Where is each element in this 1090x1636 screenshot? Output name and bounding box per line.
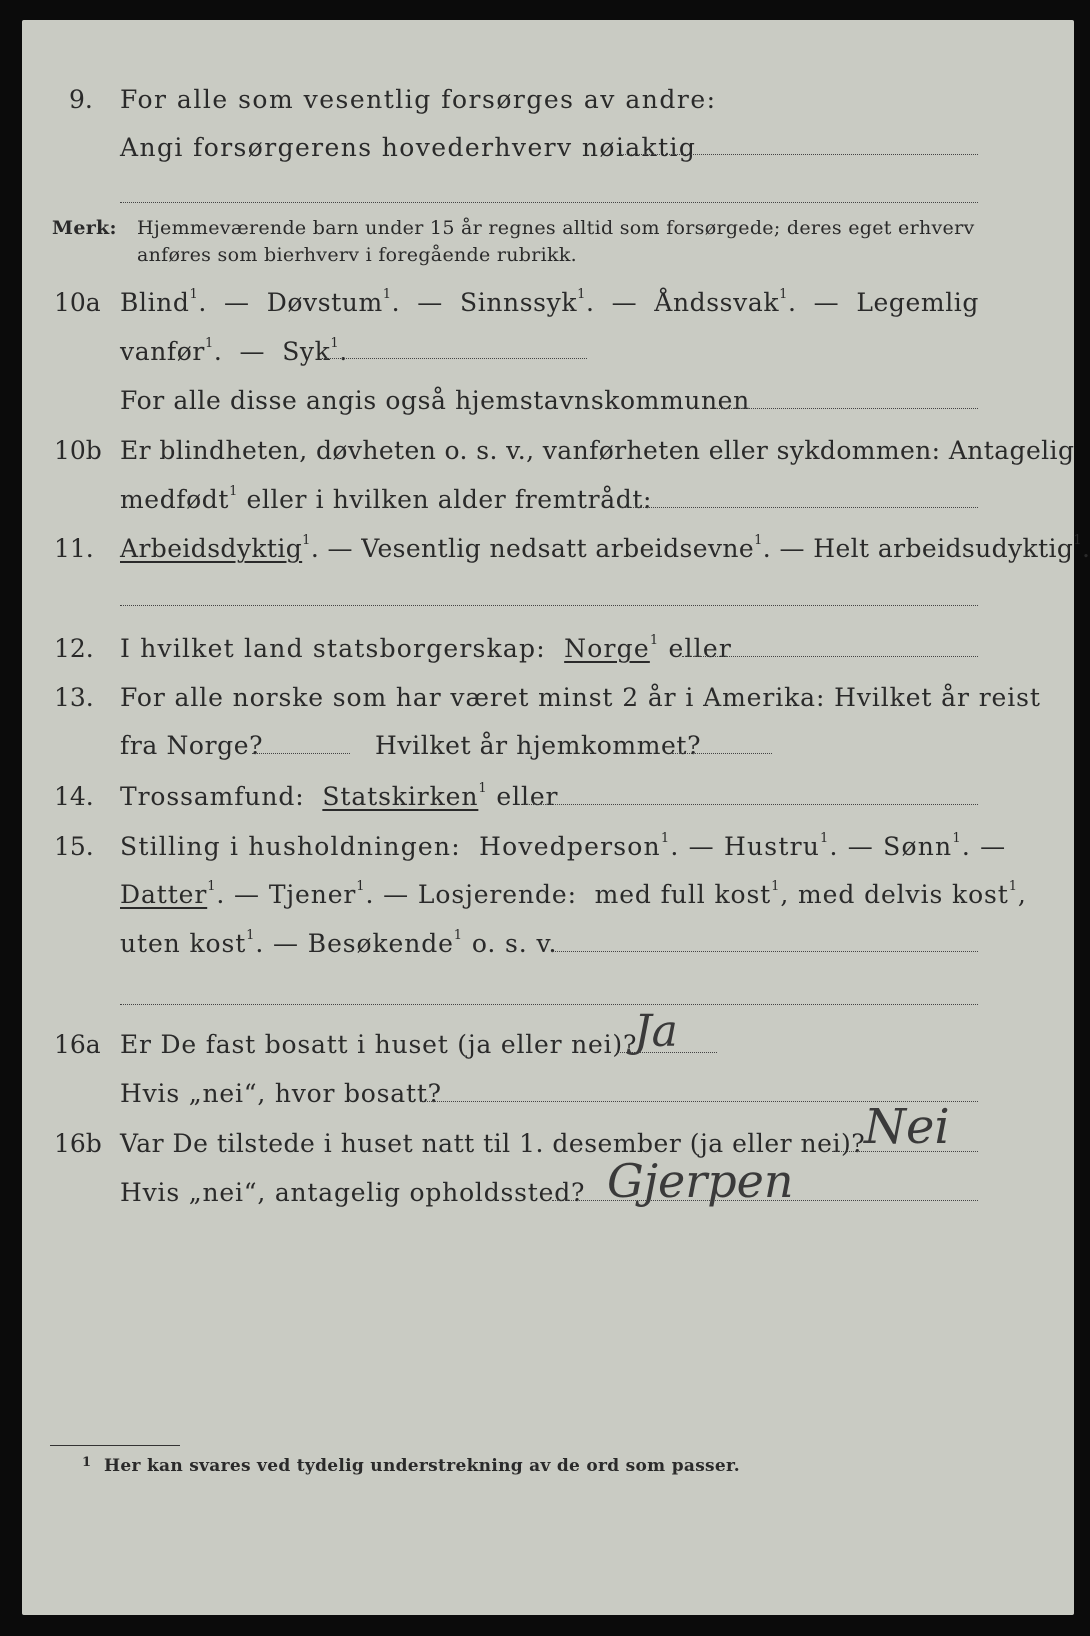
q14-number: 14. [54, 782, 94, 811]
q10b-line2: medfødt$^1$ eller i hvilken alder fremtrådt: [120, 484, 652, 514]
q16b-handwritten-opholdssted: Gjerpen [607, 1154, 794, 1208]
q14-line: Trossamfund: Statskirken$^1$ eller [120, 781, 559, 811]
q15-line2: Datter$^1$. — Tjener$^1$. — Losjerende: med full kost$^1$, med delvis kost$^1$, [120, 879, 1027, 909]
footnote-mark: 1 [82, 1455, 92, 1470]
option-arbeidsudyktig[interactable]: Helt arbeidsudyktig [813, 534, 1074, 563]
option-hovedperson[interactable]: Hovedperson [479, 832, 661, 861]
option-sinnssyk[interactable]: Sinnssyk [460, 288, 578, 317]
option-hustru[interactable]: Hustru [724, 832, 821, 861]
option-andssvak[interactable]: Åndssvak [654, 288, 780, 317]
q9-line1: For alle som vesentlig forsørges av andre: [120, 85, 717, 114]
option-legemlig[interactable]: Legemlig [856, 288, 980, 317]
q12-answer-line[interactable] [682, 656, 978, 657]
q9-line2: Angi forsørgerens hovederhverv nøiaktig [120, 133, 697, 162]
merk-line1: Hjemmeværende barn under 15 år regnes alltid som forsørgede; deres eget erhverv [137, 217, 975, 239]
q16a-line2: Hvis „nei“, hvor bosatt? [120, 1079, 442, 1108]
q12-number: 12. [54, 634, 94, 663]
option-nedsatt-arbeidsevne[interactable]: Vesentlig nedsatt arbeidsevne [361, 534, 755, 563]
q12-line: I hvilket land statsborgerskap: Norge$^1$ eller [120, 633, 733, 663]
option-sonn[interactable]: Sønn [883, 832, 953, 861]
q11-answer-line[interactable] [120, 605, 978, 606]
option-medfodt[interactable]: medfødt [120, 485, 230, 514]
q13-hjemkommet-line[interactable] [672, 753, 772, 754]
q10b-line1: Er blindheten, døvheten o. s. v., vanførheten eller sykdommen: Antagelig [120, 436, 1075, 465]
q10b-answer-line[interactable] [620, 507, 978, 508]
q13-line1: For alle norske som har været minst 2 år i Amerika: Hvilket år reist [120, 683, 1041, 712]
option-tjener[interactable]: Tjener [268, 880, 357, 909]
merk-line2: anføres som bierhverv i foregående rubrikk. [137, 244, 577, 266]
q15-answer-line[interactable] [552, 951, 978, 952]
q16a-number: 16a [54, 1030, 101, 1059]
q15-answer-line-2[interactable] [120, 1004, 978, 1005]
q16b-line1: Var De tilstede i huset natt til 1. desember (ja eller nei)? [120, 1129, 866, 1158]
option-med-full-kost[interactable]: med full kost [594, 880, 772, 909]
merk-label: Merk: [52, 217, 117, 239]
q16b-handwritten-answer: Nei [864, 1099, 950, 1155]
footnote-text: Her kan svares ved tydelig understrekning av de ord som passer. [104, 1456, 740, 1476]
q11-line: Arbeidsdyktig$^1$. — Vesentlig nedsatt arbeidsevne$^1$. — Helt arbeidsudyktig$^1$. [120, 533, 1090, 563]
q15-line3: uten kost$^1$. — Besøkende$^1$ o. s. v. [120, 928, 558, 958]
q14-answer-line[interactable] [519, 804, 978, 805]
q10a-number: 10a [54, 288, 101, 317]
q9-number: 9. [69, 85, 93, 114]
q13-line2b: Hvilket år hjemkommet? [375, 731, 702, 760]
q10a-line2: vanfør$^1$. — Syk$^1$. [120, 336, 348, 366]
census-form-page [22, 20, 1090, 1615]
q13-number: 13. [54, 683, 94, 712]
option-syk[interactable]: Syk [282, 337, 331, 366]
option-dovstum[interactable]: Døvstum [266, 288, 383, 317]
option-datter[interactable]: Datter [120, 880, 208, 909]
q10a-line1: Blind$^1$. — Døvstum$^1$. — Sinnssyk$^1$. — Åndssvak$^1$. — Legemlig [120, 287, 980, 317]
footnote-divider [50, 1445, 180, 1446]
option-blind[interactable]: Blind [120, 288, 190, 317]
option-vanfor[interactable]: vanfør [120, 337, 205, 366]
q9-answer-line[interactable] [620, 154, 978, 155]
q9-answer-line-2[interactable] [120, 202, 978, 203]
q15-line1: Stilling i husholdningen: Hovedperson$^1$. — Hustru$^1$. — Sønn$^1$. — [120, 831, 1007, 861]
q13-line2a: fra Norge? [120, 731, 264, 760]
q10a-syk-line[interactable] [322, 358, 587, 359]
q16a-handwritten-answer: Ja [634, 1006, 678, 1057]
q15-number: 15. [54, 832, 94, 861]
option-besokende[interactable]: Besøkende [307, 929, 454, 958]
q16b-line2: Hvis „nei“, antagelig opholdssted? [120, 1178, 586, 1207]
q10b-number: 10b [54, 436, 102, 465]
q13-reist-line[interactable] [252, 753, 350, 754]
q16b-number: 16b [54, 1129, 102, 1158]
option-statskirken[interactable]: Statskirken [322, 782, 479, 811]
option-uten-kost[interactable]: uten kost [120, 929, 247, 958]
q10a-line3: For alle disse angis også hjemstavnskommunen [120, 386, 750, 415]
option-arbeidsdyktig[interactable]: Arbeidsdyktig [120, 534, 303, 563]
option-med-delvis-kost[interactable]: med delvis kost [798, 880, 1009, 909]
q16a-line1: Er De fast bosatt i huset (ja eller nei)? [120, 1030, 638, 1059]
option-norge[interactable]: Norge [564, 634, 650, 663]
q11-number: 11. [54, 534, 94, 563]
q10a-hjemstavn-line[interactable] [717, 408, 978, 409]
